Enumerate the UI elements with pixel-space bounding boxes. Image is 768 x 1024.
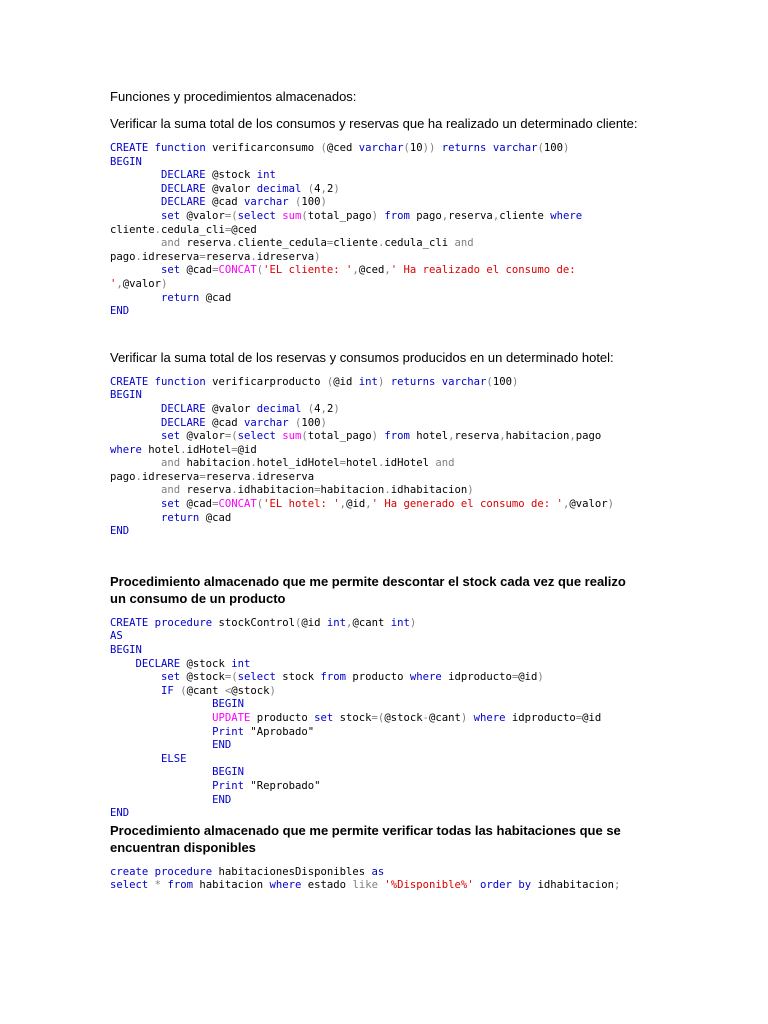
document-page bbox=[110, 88, 670, 893]
code-line: create procedure habitacionesDisponibles as bbox=[110, 865, 385, 878]
code-line: set @cad=CONCAT('EL cliente: ',@ced,' Ha realizado el consumo de: bbox=[161, 264, 576, 277]
code-line: END bbox=[110, 525, 130, 538]
code-line: return @cad bbox=[161, 511, 232, 524]
code-line: UPDATE producto set stock=(@stock-@cant) where idproducto=@id bbox=[212, 712, 602, 724]
code-line: and reserva.cliente_cedula=cliente.cedula_cli and bbox=[161, 237, 474, 250]
code-block-verificarconsumo bbox=[110, 142, 670, 319]
code-line: CREATE procedure stockControl(@id int,@cant int) bbox=[110, 616, 417, 629]
code-line: Print "Aprobado" bbox=[212, 725, 315, 738]
code-line: set @stock=(select stock from producto where idproducto=@id) bbox=[161, 671, 544, 684]
code-line: return @cad bbox=[161, 291, 232, 304]
code-line: END bbox=[110, 305, 130, 318]
code-line: CREATE function verificarproducto (@id int) returns varchar(100) bbox=[110, 375, 519, 388]
code-line: DECLARE @valor decimal (4,2) bbox=[161, 402, 340, 415]
code-line: pago.idreserva=reserva.idreserva bbox=[110, 470, 315, 483]
code-line: Print "Reprobado" bbox=[212, 779, 321, 792]
code-line: DECLARE @stock int bbox=[135, 657, 251, 670]
code-line: cliente.cedula_cli=@ced bbox=[110, 223, 257, 236]
code-line: BEGIN bbox=[110, 389, 142, 402]
code-line: END bbox=[110, 807, 130, 820]
code-line: pago.idreserva=reserva.idreserva) bbox=[110, 250, 321, 263]
code-line: AS bbox=[110, 630, 123, 643]
code-line: DECLARE @cad varchar (100) bbox=[161, 196, 327, 209]
code-line: BEGIN bbox=[212, 766, 244, 779]
code-line: set @cad=CONCAT('EL hotel: ',@id,' Ha generado el consumo de: ',@valor) bbox=[161, 498, 614, 511]
code-line: BEGIN bbox=[110, 155, 142, 168]
code-line: ELSE bbox=[161, 752, 187, 765]
code-line: set @valor=(select sum(total_pago) from pago,reserva,cliente where bbox=[161, 209, 583, 222]
code-line: CREATE function verificarconsumo (@ced varchar(10)) returns varchar(100) bbox=[110, 142, 570, 154]
section-heading-cliente: Verificar la suma total de los consumos y reservas que ha realizado un determinado cliente: bbox=[110, 116, 638, 131]
code-block-verificarproducto bbox=[110, 376, 670, 539]
code-line: select * from habitacion where estado like '%Disponible%' order by idhabitacion; bbox=[110, 879, 621, 892]
code-line: IF (@cant <@stock) bbox=[161, 684, 276, 697]
code-block-habitacionesdisponibles bbox=[110, 866, 670, 893]
code-line: END bbox=[212, 793, 232, 806]
document-title: Funciones y procedimientos almacenados: bbox=[110, 89, 357, 104]
code-line: BEGIN bbox=[110, 644, 142, 657]
code-line: ',@valor) bbox=[110, 277, 168, 290]
code-line: BEGIN bbox=[212, 698, 244, 711]
code-line: DECLARE @cad varchar (100) bbox=[161, 416, 327, 429]
section-heading-habitaciones: Procedimiento almacenado que me permite verificar todas las habitaciones que se encuentran disponibles bbox=[110, 822, 621, 855]
section-heading-stock: Procedimiento almacenado que me permite descontar el stock cada vez que realizo un consumo de un producto bbox=[110, 573, 626, 606]
code-line: and reserva.idhabitacion=habitacion.idhabitacion) bbox=[161, 484, 474, 497]
code-line: and habitacion.hotel_idHotel=hotel.idHotel and bbox=[161, 457, 455, 470]
code-line: where hotel.idHotel=@id bbox=[110, 443, 257, 456]
code-block-stockcontrol bbox=[110, 617, 670, 821]
code-line: set @valor=(select sum(total_pago) from hotel,reserva,habitacion,pago bbox=[161, 430, 602, 443]
code-line: END bbox=[212, 739, 232, 752]
code-line: DECLARE @stock int bbox=[161, 169, 276, 182]
section-heading-hotel: Verificar la suma total de los reservas y consumos producidos en un determinado hotel: bbox=[110, 349, 614, 365]
code-line: DECLARE @valor decimal (4,2) bbox=[161, 182, 340, 195]
